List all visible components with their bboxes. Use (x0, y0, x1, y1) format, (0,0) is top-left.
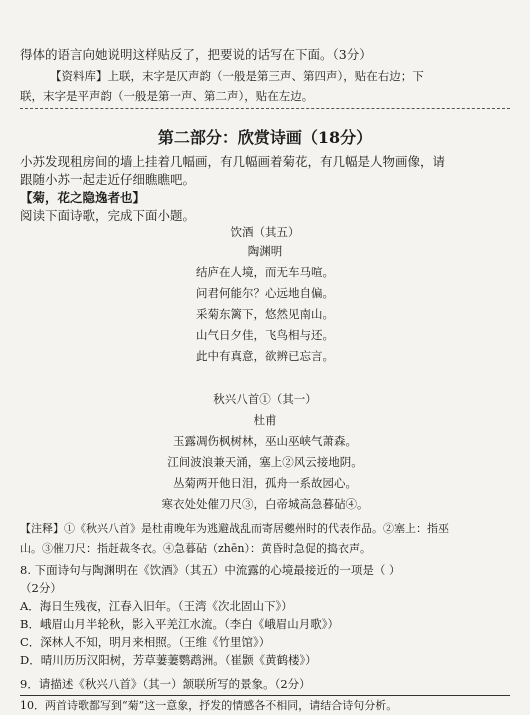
question-9-stem: 9．请描述《秋兴八首》（其一）颔联所写的景象。（2分） (20, 677, 311, 691)
poem2-line: 寒衣处处催刀尺③，白帝城高急暮砧④。 (161, 497, 369, 511)
question-8-option-a: A．海日生残夜，江春入旧年。（王湾《次北固山下》） (20, 599, 293, 613)
poem2-author: 杜甫 (253, 413, 277, 427)
question-10-stem: 10．两首诗歌都写到“菊”这一意象，抒发的情感各不相同，请结合诗句分析。 (20, 699, 398, 712)
annotation-line1: 【注释】①《秋兴八首》是杜甫晚年为逃避战乱而寄居夔州时的代表作品。②塞上：指巫 (20, 522, 449, 535)
section-intro-line1: 小苏发现租房间的墙上挂着几幅画，有几幅画着菊花，有几幅是人物画像，请 (20, 154, 446, 169)
question-8-option-c: C．深林人不知，明月来相照。（王维《竹里馆》） (20, 635, 271, 649)
answer-line (20, 695, 510, 696)
poem2-title: 秋兴八首①（其一） (213, 392, 317, 406)
poem1-line: 结庐在人境，而无车马喧。 (196, 265, 334, 279)
poem1-author: 陶渊明 (247, 244, 283, 258)
poem1-line: 山气日夕佳，飞鸟相与还。 (196, 328, 334, 342)
poem1-line: 问君何能尔？心远地自偏。 (196, 286, 334, 300)
reading-instruction: 阅读下面诗歌，完成下面小题。 (20, 208, 196, 223)
poem2-line: 丛菊两开他日泪，孤舟一系故园心。 (173, 476, 357, 490)
resource-note-line2: 联，末字是平声韵（一般是第一声、第二声），贴在左边。 (20, 89, 314, 103)
poem1-title: 饮酒（其五） (230, 225, 300, 239)
question-8-score: （2分） (20, 581, 62, 595)
resource-note-line1: 【资料库】上联，末字是仄声韵（一般是第三声、第四声），贴在右边；下 (50, 69, 424, 83)
poem1-line: 此中有真意，欲辨已忘言。 (196, 349, 334, 363)
question-continuation: 得体的语言向她说明这样贴反了，把要说的话写在下面。（3分） (20, 47, 372, 62)
poem2-line: 玉露凋伤枫树林，巫山巫峡气萧森。 (173, 434, 357, 448)
poem2-line: 江间波浪兼天涌，塞上②风云接地阴。 (167, 455, 363, 469)
subsection-heading: 【菊，花之隐逸者也】 (20, 190, 146, 205)
section-intro-line2: 跟随小苏一起走近仔细瞧瞧吧。 (20, 172, 196, 187)
annotation-line2: 山。③催刀尺：指赶裁冬衣。④急暮砧（zhēn）：黄昏时急促的捣衣声。 (20, 542, 371, 555)
answer-line (20, 108, 510, 109)
question-8-option-d: D．晴川历历汉阳树，芳草萋萋鹦鹉洲。（崔颢《黄鹤楼》） (20, 653, 317, 667)
question-8-option-b: B．峨眉山月半轮秋，影入平羌江水流。（李白《峨眉山月歌》） (20, 617, 339, 631)
question-8-stem: 8. 下面诗句与陶渊明在《饮酒》（其五）中流露的心境最接近的一项是（ ） (20, 563, 401, 577)
section-title: 第二部分：欣赏诗画（18分） (157, 128, 373, 147)
poem1-line: 采菊东篱下，悠然见南山。 (196, 307, 334, 321)
